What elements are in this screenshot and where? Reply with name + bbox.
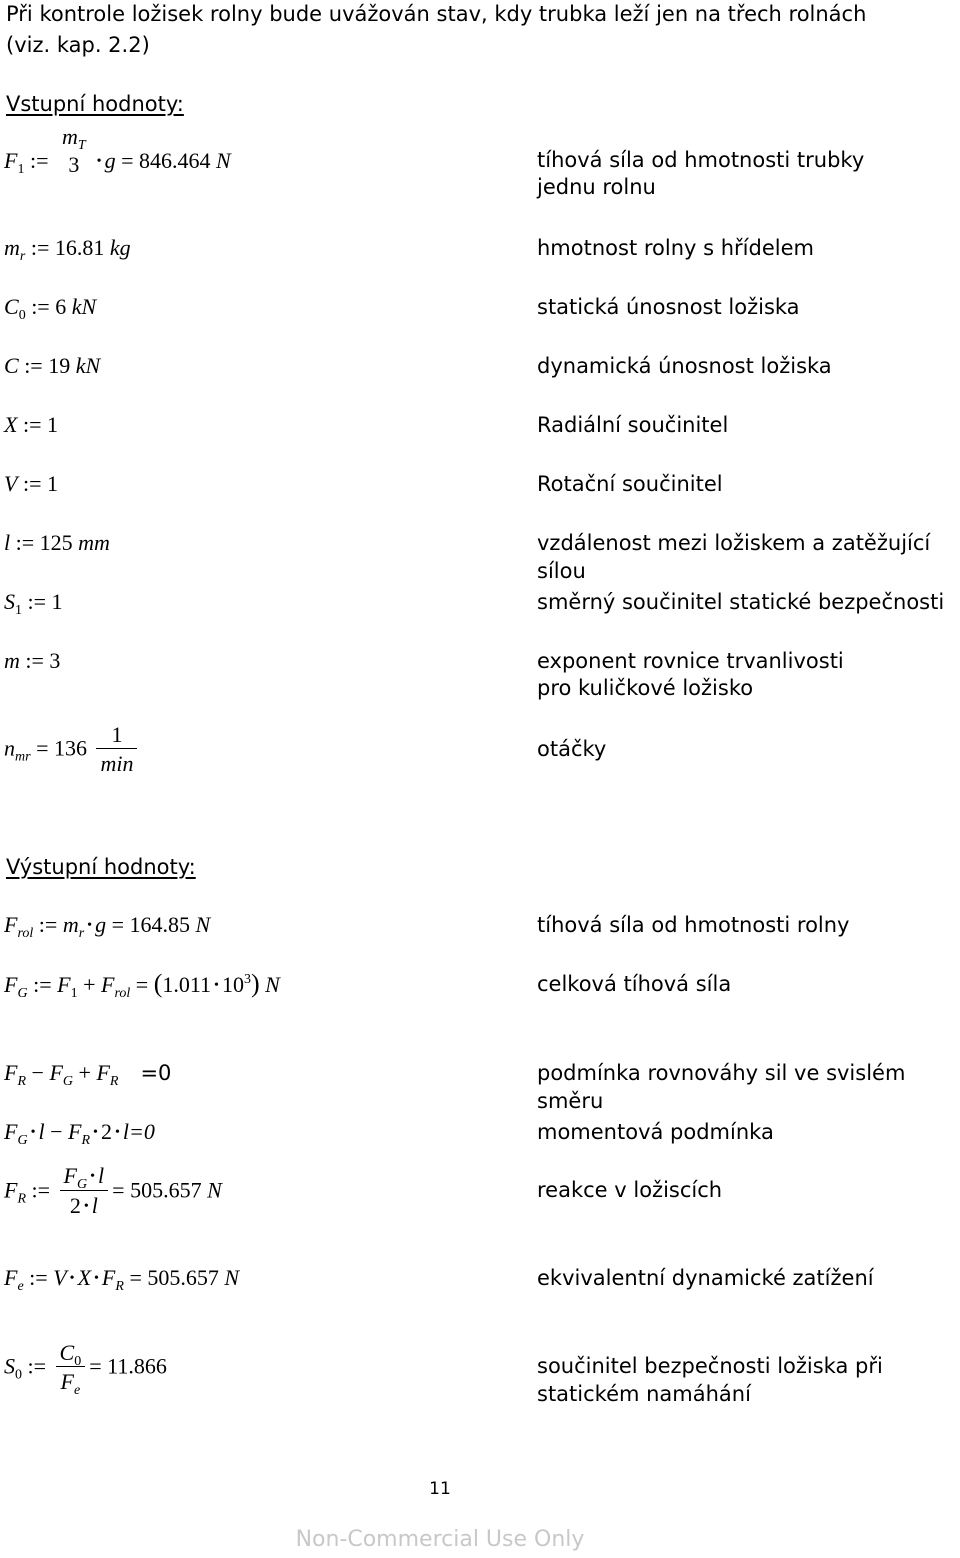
eq-s1: $S_1$ := 1: [4, 589, 63, 618]
intro-line-2: (viz. kap. 2.2): [6, 33, 150, 57]
eq-l: l := 125 mm: [4, 530, 110, 555]
eq-mr: $m_r$ := 16.81 kg: [4, 235, 131, 264]
desc-l: vzdálenost mezi ložiskem a zatěžující sílou: [537, 531, 931, 583]
eq-c: C := 19 kN: [4, 353, 101, 378]
desc-c: dynamická únosnost ložiska: [537, 354, 832, 378]
desc-m-line-1: exponent rovnice trvanlivosti: [537, 649, 844, 673]
desc-f1-line-1: tíhová síla od hmotnosti trubky: [537, 148, 865, 172]
desc-s0-line-1: součinitel bezpečnosti ložiska při: [537, 1354, 883, 1378]
eq-frol: $F_{rol}$ := $m_r•$ g = 164.85 N: [4, 912, 211, 941]
desc-fr: reakce v ložiscích: [537, 1178, 723, 1202]
desc-x: Radiální součinitel: [537, 413, 729, 437]
outputs-heading: Výstupní hodnoty:: [6, 855, 196, 879]
desc-nmr: otáčky: [537, 737, 607, 761]
desc-s1: směrný součinitel statické bezpečnosti: [537, 590, 945, 614]
eq-moment-balance: $F_G•$ $l - F_R•$ 2 • l=0: [4, 1119, 155, 1148]
eq-x: X := 1: [4, 412, 58, 437]
desc-c0: statická únosnost ložiska: [537, 295, 800, 319]
inputs-heading: Vstupní hodnoty:: [6, 92, 184, 116]
eq-f1: $F_1$ := $m_T$ 3 • g = 846.464 N: [4, 124, 231, 178]
desc-mr: hmotnost rolny s hřídelem: [537, 236, 814, 260]
eq-nmr: $n_{mr} = 136$ $\frac{1}{\min}$: [4, 722, 141, 779]
watermark-footer: Non-Commercial Use Only: [295, 1527, 585, 1552]
desc-s0-line-2: statickém namáhání: [537, 1382, 751, 1406]
desc-fg: celková tíhová síla: [537, 972, 732, 996]
desc-v: Rotační součinitel: [537, 472, 723, 496]
eq-force-balance: $F_R - F_G + F_R =0$: [4, 1060, 172, 1089]
eq-fg: $F_G$ := $F_1 + F_{rol} = (1.011$ • $10^3$) N: [4, 969, 280, 1001]
desc-frol: tíhová síla od hmotnosti rolny: [537, 913, 850, 937]
intro-line-1: Při kontrole ložisek rolny bude uvážován stav, kdy trubka leží jen na třech rolnách: [6, 2, 867, 26]
desc-force-balance: podmínka rovnováhy sil ve svislém směru: [537, 1061, 906, 1113]
desc-fe: ekvivalentní dynamické zatížení: [537, 1266, 874, 1290]
desc-f1-line-2: jednu rolnu: [537, 175, 656, 199]
desc-m-line-2: pro kuličkové ložisko: [537, 676, 754, 700]
eq-c0: $C_0$ := 6 kN: [4, 294, 97, 323]
eq-m: m := 3: [4, 648, 61, 673]
eq-fr: $F_R$ := $\frac{F_G• l}{2 • l}$ = 505.657 N: [4, 1163, 222, 1222]
eq-s0: $S_0$ := $\frac{C_0}{F_e}$ = 11.866: [4, 1340, 167, 1398]
page-number: 11: [429, 1479, 451, 1499]
eq-v: V := 1: [4, 471, 58, 496]
eq-fe: $F_e$ := V • X • $F_R = 505.657$ N: [4, 1265, 240, 1294]
desc-moment-balance: momentová podmínka: [537, 1120, 774, 1144]
